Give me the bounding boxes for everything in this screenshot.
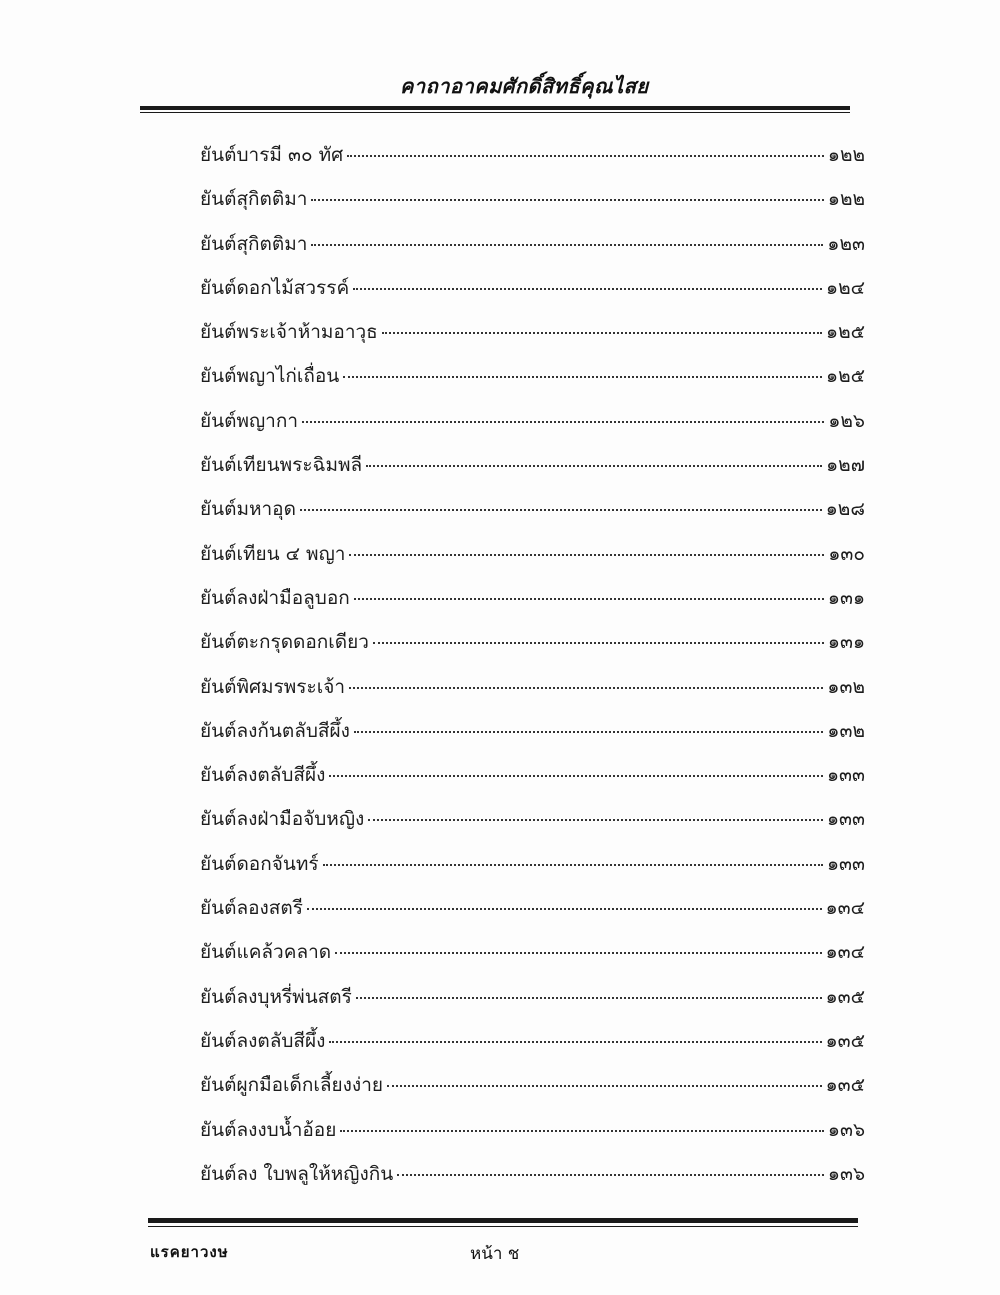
toc-entry [200, 539, 865, 583]
toc-leader-dots [335, 952, 821, 954]
toc-entry-title: ยันต์พิศมรพระเจ้า [200, 675, 346, 698]
toc-leader-dots [354, 731, 824, 733]
toc-leader-dots [302, 421, 824, 423]
header-rule-thin [140, 112, 850, 113]
toc-entry [200, 1026, 865, 1070]
toc-entry-title: ยันต์ลงตลับสีผึ้ง [200, 764, 326, 787]
toc-entry [200, 406, 865, 450]
toc-entry-title: ยันต์แคล้วคลาด [200, 941, 332, 964]
toc-entry-title: ยันต์ลงงบน้ำอ้อย [200, 1118, 337, 1141]
toc-entry [200, 804, 865, 848]
toc-entry [200, 627, 865, 671]
header-rule [140, 106, 850, 110]
toc-leader-dots [387, 1085, 822, 1087]
toc-entry [200, 450, 865, 494]
toc-entry-title: ยันต์พญาไก่เถื่อน [200, 365, 340, 388]
toc-entry [200, 760, 865, 804]
toc-entry-title: ยันต์สุกิตติมา [200, 188, 308, 211]
toc-leader-dots [311, 199, 823, 201]
toc-entry-page: ๑๒๖ [828, 409, 865, 432]
footer-publisher: แรคยาวงษ [150, 1243, 229, 1261]
footer-page-number: หน้า ช [470, 1244, 520, 1264]
toc-entry-page: ๑๒๕ [826, 365, 865, 388]
toc-leader-dots [347, 155, 824, 157]
toc-entry-title: ยันต์ผูกมือเด็กเลี้ยงง่าย [200, 1074, 383, 1097]
toc-leader-dots [311, 244, 823, 246]
toc-entry-page: ๑๓๕ [825, 1029, 865, 1052]
toc-leader-dots [354, 598, 824, 600]
toc-entry-title: ยันต์ลงฝ่ามือจับหญิง [200, 808, 365, 831]
toc-entry [200, 140, 865, 184]
toc-entry-page: ๑๓๒ [827, 719, 865, 742]
toc-entry-title: ยันต์พระเจ้าห้ามอาวุธ [200, 321, 378, 344]
toc-entry-page: ๑๓๒ [827, 675, 865, 698]
toc-entry-page: ๑๓๓ [826, 764, 865, 787]
toc-entry-title: ยันต์ลงก้นตลับสีผึ้ง [200, 719, 350, 742]
toc-entry-title: ยันต์ตะกรุดดอกเดียว [200, 631, 369, 654]
toc-entry [200, 937, 865, 981]
toc-entry [200, 184, 865, 228]
toc-entry-page: ๑๒๘ [825, 498, 865, 521]
toc-leader-dots [397, 1174, 824, 1176]
toc-entry-page: ๑๓๖ [827, 1118, 865, 1141]
toc-entry-page: ๑๓๓ [826, 852, 865, 875]
toc-entry-page: ๑๓๔ [825, 941, 865, 964]
toc-leader-dots [300, 509, 822, 511]
toc-leader-dots [323, 864, 823, 866]
toc-entry-page: ๑๓๔ [825, 897, 865, 920]
toc-leader-dots [349, 687, 823, 689]
toc-entry-page: ๑๒๒ [827, 188, 865, 211]
toc-entry [200, 494, 865, 538]
toc-entry-page: ๑๓๕ [825, 1074, 865, 1097]
toc-entry [200, 716, 865, 760]
toc-entry [200, 1070, 865, 1114]
toc-entry-page: ๑๒๓ [827, 232, 865, 255]
footer-rule [148, 1218, 858, 1223]
running-header-title: คาถาอาคมศักดิ์สิทธิ์คุณไสย [400, 74, 649, 98]
toc-leader-dots [329, 775, 823, 777]
toc-leader-dots [368, 819, 823, 821]
toc-entry [200, 317, 865, 361]
toc-entry [200, 672, 865, 716]
toc-entry-title: ยันต์เทียน ๔ พญา [200, 542, 346, 565]
toc-entry-page: ๑๒๒ [827, 144, 865, 166]
toc-entry-title: ยันต์ลงบุหรี่พ่นสตรี [200, 985, 352, 1008]
toc-entry-page: ๑๓๑ [827, 586, 865, 609]
toc-entry-title: ยันต์สุกิตติมา [200, 232, 308, 255]
toc-entry-title: ยันต์ลงตลับสีผึ้ง [200, 1029, 326, 1052]
toc-entry [200, 982, 865, 1026]
toc-entry-page: ๑๒๕ [826, 321, 865, 344]
toc-leader-dots [349, 554, 824, 556]
toc-entry [200, 849, 865, 893]
toc-entry-title: ยันต์บารมี ๓๐ ทัศ [200, 144, 344, 166]
toc-entry-page: ๑๓๓ [826, 808, 865, 831]
table-of-contents [200, 140, 865, 1203]
toc-entry-page: ๑๓๖ [827, 1162, 865, 1185]
toc-entry-title: ยันต์เทียนพระฉิมพลี [200, 454, 363, 477]
toc-leader-dots [307, 908, 822, 910]
toc-entry-title: ยันต์ดอกไม้สวรรค์ [200, 276, 350, 299]
toc-leader-dots [382, 332, 822, 334]
toc-entry-title: ยันต์ลองสตรี [200, 897, 303, 920]
toc-entry-page: ๑๓๑ [827, 631, 865, 654]
toc-entry-title: ยันต์ลงฝ่ามือลูบอก [200, 586, 350, 609]
toc-entry [200, 1115, 865, 1159]
toc-leader-dots [340, 1130, 824, 1132]
toc-entry [200, 229, 865, 273]
toc-leader-dots [329, 1041, 821, 1043]
toc-entry [200, 893, 865, 937]
toc-entry-title: ยันต์พญากา [200, 409, 299, 432]
toc-entry-title: ยันต์ดอกจันทร์ [200, 852, 319, 875]
toc-entry-title: ยันต์ลง ใบพลูให้หญิงกิน [200, 1162, 394, 1185]
toc-entry-page: ๑๓๐ [828, 542, 865, 565]
toc-entry [200, 361, 865, 405]
toc-leader-dots [353, 288, 822, 290]
toc-entry-page: ๑๒๗ [826, 454, 865, 477]
toc-entry [200, 273, 865, 317]
toc-leader-dots [366, 465, 822, 467]
footer-rule-thin [148, 1226, 858, 1227]
toc-entry-page: ๑๓๕ [825, 985, 865, 1008]
toc-entry [200, 583, 865, 627]
toc-leader-dots [356, 997, 822, 999]
toc-entry-page: ๑๒๔ [826, 276, 865, 299]
toc-entry-title: ยันต์มหาอุด [200, 498, 296, 521]
toc-entry [200, 1159, 865, 1203]
toc-leader-dots [343, 376, 822, 378]
toc-leader-dots [373, 642, 824, 644]
